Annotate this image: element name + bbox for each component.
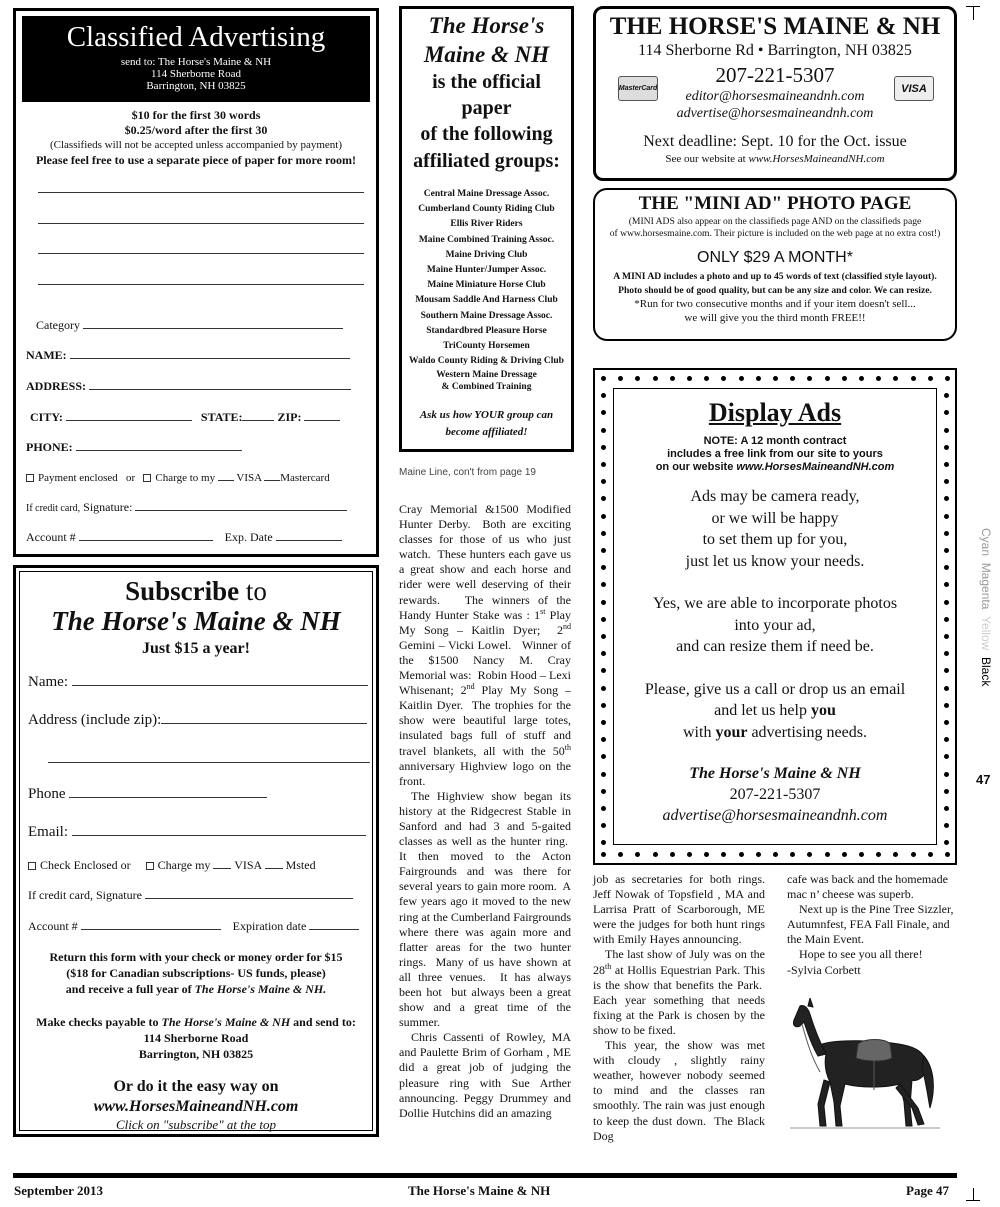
border-dot [944, 720, 949, 725]
mini-ad-note-2: of www.horsesmaine.com. Their picture is included on the web page at no extra cost!) [609, 228, 941, 239]
border-dot [944, 496, 949, 501]
border-dot [876, 376, 881, 381]
sub-click-note: Click on "subscribe" at the top [115, 1117, 277, 1132]
account-label: Account # [26, 530, 76, 544]
affil-group: Mousam Saddle And Harness Club [415, 295, 558, 306]
crop-mark [973, 6, 974, 20]
affil-title-3: is the official [432, 71, 541, 93]
state-label: STATE: [200, 410, 243, 424]
border-dot [944, 531, 949, 536]
footer-paper-name: The Horse's Maine & NH [408, 1183, 551, 1198]
article-column-2: job as secretaries for both rings. Jeff Nowak of Topsfield , MA and Larrisa Pratt of Scarborough, ME were the judges for both hunt rings with Emily Hayes announcing. The last show of July was on the 28th at Hollis Equestrian Park. This is the show that benefits the Park. Each year something that needs fixing at the Park is chosen by the show to be fixed. This year, the show was met with cloudy , slightly rainy weather, however nobody seemed to mind and the classes ran smoothly. The rain was just enough to keep the dust down. The Black Dog [593, 872, 765, 1143]
affil-ask-1: Ask us how YOUR group can [419, 409, 554, 422]
city-label: CITY: [30, 410, 63, 424]
border-dot [653, 376, 658, 381]
affil-group: Maine Combined Training Assoc. [418, 234, 555, 245]
border-dot [944, 479, 949, 484]
sub-check-checkbox[interactable] [28, 862, 36, 870]
article-continued-note: Maine Line, con't from page 19 [399, 467, 536, 478]
sub-address-label: Address (include zip): [28, 712, 162, 728]
affil-title-2: Maine & NH [423, 42, 550, 67]
sub-address-field[interactable] [161, 710, 367, 724]
border-dot [944, 514, 949, 519]
mastercard-icon: MasterCard [618, 76, 658, 101]
affil-group: Standardbred Pleasure Horse [426, 325, 547, 336]
ad-text-line-2[interactable] [38, 223, 364, 224]
affil-group: & Combined Training [441, 382, 532, 393]
editor-email[interactable]: editor@horsesmaineandnh.com [685, 89, 865, 104]
mini-ad-box [593, 188, 957, 341]
mini-ad-price: ONLY $29 A MONTH* [697, 249, 853, 266]
zip-field[interactable] [304, 409, 340, 421]
affil-group: Waldo County Riding & Driving Club [409, 356, 564, 367]
affil-group: Maine Driving Club [445, 249, 528, 260]
border-dot [944, 823, 949, 828]
sub-msted-field[interactable] [265, 857, 283, 869]
border-dot [944, 703, 949, 708]
sub-name-field[interactable] [72, 672, 368, 686]
category-label: Category [36, 318, 80, 332]
classified-note: (Classifieds will not be accepted unless accompanied by payment) [49, 139, 343, 151]
border-dot [842, 376, 847, 381]
payment-enclosed-checkbox[interactable] [26, 474, 34, 482]
border-dot [670, 852, 675, 857]
name-label: NAME: [26, 348, 67, 362]
paper-phone: 207-221-5307 [715, 63, 835, 87]
affil-title-5: of the following [420, 123, 553, 145]
article-column-1: Cray Memorial &1500 Modified Hunter Derby. Both are exciting classes for those of us who just watch. These hunters each gave us a great show and each horse and rider were well deserving of their rewards. The winners of the Handy Hunter Stake was : 1st Play My Song – Kaitlin Dyer; 2nd Gemini – Vicki Lowel. Winner of the $1500 Nancy M. Cray Memorial was: Robin Hood – Lexi Whisenant; 2nd Play My Song – Kaitlin Dyer. The trophies for the show were beautiful large totes, insulated bags full of stuff and travel blankets, all with the 50th anniversary Highview logo on the front. The Highview show began its history at the Ridgecrest Stable in Sanford and had 3 and 5-gaited classes as well as the hunter ring. It then moved to the Acton Fairgrounds and was there for several years to gain more room. A few years ago it moved to the new ring at the Cumberland Fairgrounds where there was again more and flatter areas for the two hunter rings. Many of us have shown at all three venues. It has always been hot but always been a great show and a great time of the summer. Chris Cassenti of Rowley, MA and Paulette Brim of Gorham , ME did a great job of judging the pleasure ring with Sue Arther announcing. Peggy Drummey and Dollie Hutchins did an amazing [399, 502, 571, 1120]
exp-field[interactable] [276, 529, 342, 541]
sub-payable-block: Make checks payable to The Horse's Maine & NH and send to: 114 Sherborne Road Barrington, NH 03825 [36, 1015, 356, 1061]
border-dot [601, 496, 606, 501]
mini-ad-run-1: *Run for two consecutive months and if your item doesn't sell... [634, 298, 916, 310]
border-dot [944, 634, 949, 639]
subscribe-paper-name: The Horse's Maine & NH [51, 606, 341, 636]
border-dot [721, 376, 726, 381]
classified-header [22, 16, 370, 102]
sub-email-label: Email: [28, 824, 68, 840]
border-dot [739, 376, 744, 381]
sub-phone-label: Phone [28, 786, 66, 802]
address-field[interactable] [89, 378, 351, 390]
border-dot [944, 789, 949, 794]
border-dot [601, 514, 606, 519]
account-field[interactable] [79, 529, 213, 541]
border-dot [601, 445, 606, 450]
border-dot [601, 852, 606, 857]
border-dot [601, 410, 606, 415]
display-sig-name: The Horse's Maine & NH [689, 765, 861, 782]
border-dot [704, 852, 709, 857]
border-dot [721, 852, 726, 857]
website-link[interactable]: www.HorsesMaineandNH.com [748, 153, 885, 165]
border-dot [601, 840, 606, 845]
sub-name-label: Name: [28, 674, 68, 690]
state-field[interactable] [242, 409, 274, 421]
charge-checkbox[interactable] [143, 474, 151, 482]
classified-send-city: Barrington, NH 03825 [146, 80, 246, 92]
affiliates-box [399, 6, 574, 452]
border-dot [945, 852, 950, 857]
border-dot [601, 651, 606, 656]
border-dot [687, 376, 692, 381]
border-dot [944, 548, 949, 553]
or-label: or [125, 472, 136, 484]
city-field[interactable] [66, 409, 192, 421]
sub-return-block: Return this form with your check or money order for $15 ($18 for Canadian subscriptions- US funds, please) and receive a full year of The Horse's Maine & NH. [49, 950, 343, 996]
article-column-3: cafe was back and the homemade mac n’ cheese was superb. Next up is the Pine Tree Sizzler, Autumnfest, FEA Fall Finale, and the Main Event. Hope to see you all there! -Sylvia Corbett [787, 872, 959, 978]
border-dot [825, 376, 830, 381]
margin-page-number: 47 [976, 772, 991, 787]
affil-ask-2: become affiliated! [445, 426, 528, 439]
display-sig-phone: 207-221-5307 [729, 786, 821, 803]
border-dot [893, 376, 898, 381]
border-dot [601, 428, 606, 433]
sub-visa-label: VISA [234, 858, 262, 872]
phone-label: PHONE: [26, 440, 73, 454]
sub-expiration-field[interactable] [309, 918, 359, 930]
color-registration-marks: Cyan Magenta Yellow Black [979, 528, 993, 687]
border-dot [790, 376, 795, 381]
classified-price-1: $10 for the first 30 words [131, 108, 261, 122]
payment-enclosed-label: Payment enclosed [38, 472, 118, 484]
border-dot [859, 852, 864, 857]
mastercard-field[interactable] [264, 469, 280, 481]
border-dot [893, 852, 898, 857]
display-ads-title: Display Ads [708, 398, 842, 427]
classified-form [13, 8, 379, 557]
subscribe-form [13, 565, 379, 1137]
sub-phone-field[interactable] [69, 784, 267, 798]
affil-group: Western Maine Dressage [436, 370, 537, 381]
mini-ad-desc-1: A MINI AD includes a photo and up to 45 words of text (classified style layout). [613, 271, 937, 282]
article-signoff: -Sylvia Corbett [787, 962, 861, 977]
affil-group: Maine Miniature Horse Club [427, 280, 546, 291]
border-dot [790, 852, 795, 857]
border-dot [601, 600, 606, 605]
border-dot [601, 617, 606, 622]
border-dot [601, 823, 606, 828]
sub-charge-checkbox[interactable] [146, 862, 154, 870]
affil-group: Cumberland County Riding Club [418, 204, 555, 215]
border-dot [601, 806, 606, 811]
sub-account-label: Account # [28, 919, 78, 933]
border-dot [601, 737, 606, 742]
border-dot [601, 462, 606, 467]
border-dot [876, 852, 881, 857]
border-dot [670, 376, 675, 381]
sub-easy: Or do it the easy way on [113, 1078, 279, 1095]
horse-illustration-image [790, 998, 940, 1133]
affil-group: Central Maine Dressage Assoc. [423, 189, 550, 199]
border-dot [807, 852, 812, 857]
border-dot [601, 479, 606, 484]
display-note-3: on our website www.HorsesMaineandNH.com [655, 461, 895, 473]
affil-groups-list [402, 187, 571, 393]
border-dot [601, 548, 606, 553]
exp-label: Exp. Date [224, 530, 273, 544]
subscribe-title: Subscribe to [125, 576, 267, 606]
border-dot [601, 686, 606, 691]
category-field[interactable] [83, 317, 343, 329]
ad-text-line-1[interactable] [38, 192, 364, 193]
border-dot [944, 754, 949, 759]
border-dot [807, 376, 812, 381]
affil-title-1: The Horse's [428, 13, 545, 38]
affil-title-4: paper [461, 97, 512, 119]
border-dot [601, 531, 606, 536]
classified-price-2: $0.25/word after the first 30 [124, 123, 268, 137]
display-ads-box [593, 368, 957, 865]
footer-date: September 2013 [14, 1183, 103, 1198]
border-dot [944, 445, 949, 450]
border-dot [944, 840, 949, 845]
border-dot [911, 376, 916, 381]
mini-ad-note-1: (MINI ADS also appear on the classifieds page AND on the classifieds page [628, 216, 922, 227]
display-paragraph-2: Yes, we are able to incorporate photos into your ad, and can resize them if need be. [652, 595, 898, 655]
phone-field[interactable] [76, 439, 242, 451]
border-dot [825, 852, 830, 857]
display-paragraph-1: Ads may be camera ready, or we will be happy to set them up for you, just let us know your needs. [685, 488, 865, 570]
classified-title: Classified Advertising [66, 21, 326, 53]
sub-msted-label: Msted [285, 858, 316, 872]
border-dot [944, 428, 949, 433]
border-dot [601, 772, 606, 777]
display-paragraph-3: Please, give us a call or drop us an email and let us help you with your advertising needs. [644, 680, 906, 741]
display-website-link[interactable]: www.HorsesMaineandNH.com [736, 461, 895, 473]
crop-mark [973, 1188, 974, 1201]
border-dot [944, 600, 949, 605]
paper-address: 114 Sherborne Rd • Barrington, NH 03825 [638, 42, 912, 59]
border-dot [945, 376, 950, 381]
border-dot [944, 686, 949, 691]
border-dot [773, 852, 778, 857]
affil-title-6: affiliated groups: [413, 150, 560, 172]
website-note: See our website at www.HorsesMaineandNH.com [665, 153, 885, 165]
border-dot [944, 617, 949, 622]
border-dot [601, 668, 606, 673]
sub-email-field[interactable] [72, 822, 366, 836]
border-dot [601, 720, 606, 725]
border-dot [944, 806, 949, 811]
border-dot [756, 376, 761, 381]
border-dot [944, 582, 949, 587]
address-label: ADDRESS: [26, 379, 87, 393]
border-dot [739, 852, 744, 857]
zip-label: ZIP: [277, 410, 302, 424]
if-credit-label: If credit card, [26, 503, 81, 514]
display-note-1: NOTE: A 12 month contract [703, 435, 847, 447]
border-dot [618, 376, 623, 381]
border-dot [859, 376, 864, 381]
display-sig-email[interactable]: advertise@horsesmaineandnh.com [662, 807, 888, 824]
border-dot [635, 376, 640, 381]
ad-text-line-3[interactable] [38, 253, 364, 254]
sub-charge-label: Charge my [157, 858, 211, 872]
visa-icon: VISA [894, 76, 934, 101]
affil-group: Southern Maine Dressage Assoc. [420, 310, 553, 321]
signature-label: Signature: [83, 500, 133, 514]
border-dot [944, 772, 949, 777]
sub-address-field-2[interactable] [48, 762, 370, 763]
border-dot [944, 651, 949, 656]
sub-visa-field[interactable] [213, 857, 231, 869]
classified-extra: Please feel free to use a separate piece of paper for more room! [35, 153, 357, 167]
sub-website-link[interactable]: www.HorsesMaineandNH.com [93, 1098, 299, 1115]
advertise-email[interactable]: advertise@horsesmaineandnh.com [676, 106, 874, 121]
border-dot [944, 410, 949, 415]
border-dot [601, 393, 606, 398]
deadline-note: Next deadline: Sept. 10 for the Oct. issue [643, 133, 907, 150]
affil-group: Maine Hunter/Jumper Assoc. [426, 265, 547, 276]
sub-signature-label: If credit card, Signature [28, 888, 142, 902]
border-dot [773, 376, 778, 381]
border-dot [944, 737, 949, 742]
classified-send-street: 114 Sherborne Road [150, 68, 242, 80]
classified-send-to: send to: The Horse's Maine & NH [120, 56, 272, 68]
border-dot [635, 852, 640, 857]
mini-ad-run-2: we will give you the third month FREE!! [684, 312, 866, 324]
subscribe-price: Just $15 a year! [142, 640, 250, 657]
border-dot [911, 852, 916, 857]
affil-group: Ellis River Riders [450, 219, 523, 230]
border-dot [601, 376, 606, 381]
sub-expiration-label: Expiration date [232, 919, 307, 933]
affil-group: TriCounty Horsemen [443, 341, 530, 352]
border-dot [756, 852, 761, 857]
border-dot [601, 565, 606, 570]
mini-ad-title: THE "MINI AD" PHOTO PAGE [638, 193, 912, 214]
border-dot [928, 852, 933, 857]
contact-header-box [593, 6, 957, 181]
sub-check-label: Check Enclosed or [40, 858, 131, 872]
border-dot [601, 634, 606, 639]
border-dot [601, 582, 606, 587]
border-dot [944, 462, 949, 467]
border-dot [928, 376, 933, 381]
sub-account-field[interactable] [81, 918, 221, 930]
border-dot [687, 852, 692, 857]
footer-rule [13, 1173, 957, 1178]
mini-ad-desc-2: Photo should be of good quality, but can be any size and color. We can resize. [618, 285, 932, 296]
signature-field[interactable] [135, 499, 347, 511]
border-dot [944, 565, 949, 570]
footer-page-number: Page 47 [906, 1183, 949, 1198]
border-dot [601, 703, 606, 708]
paper-name: THE HORSE'S MAINE & NH [609, 13, 941, 40]
border-dot [842, 852, 847, 857]
visa-label: VISA [236, 472, 262, 484]
border-dot [653, 852, 658, 857]
border-dot [704, 376, 709, 381]
sub-signature-field[interactable] [145, 887, 353, 899]
visa-field[interactable] [218, 469, 234, 481]
border-dot [618, 852, 623, 857]
ad-text-line-4[interactable] [38, 284, 364, 285]
border-dot [601, 789, 606, 794]
name-field[interactable] [70, 347, 350, 359]
border-dot [944, 668, 949, 673]
display-note-2: includes a free link from our site to yours [667, 448, 883, 460]
border-dot [944, 393, 949, 398]
border-dot [601, 754, 606, 759]
mastercard-label: Mastercard [280, 472, 330, 484]
charge-label: Charge to my [155, 472, 216, 484]
